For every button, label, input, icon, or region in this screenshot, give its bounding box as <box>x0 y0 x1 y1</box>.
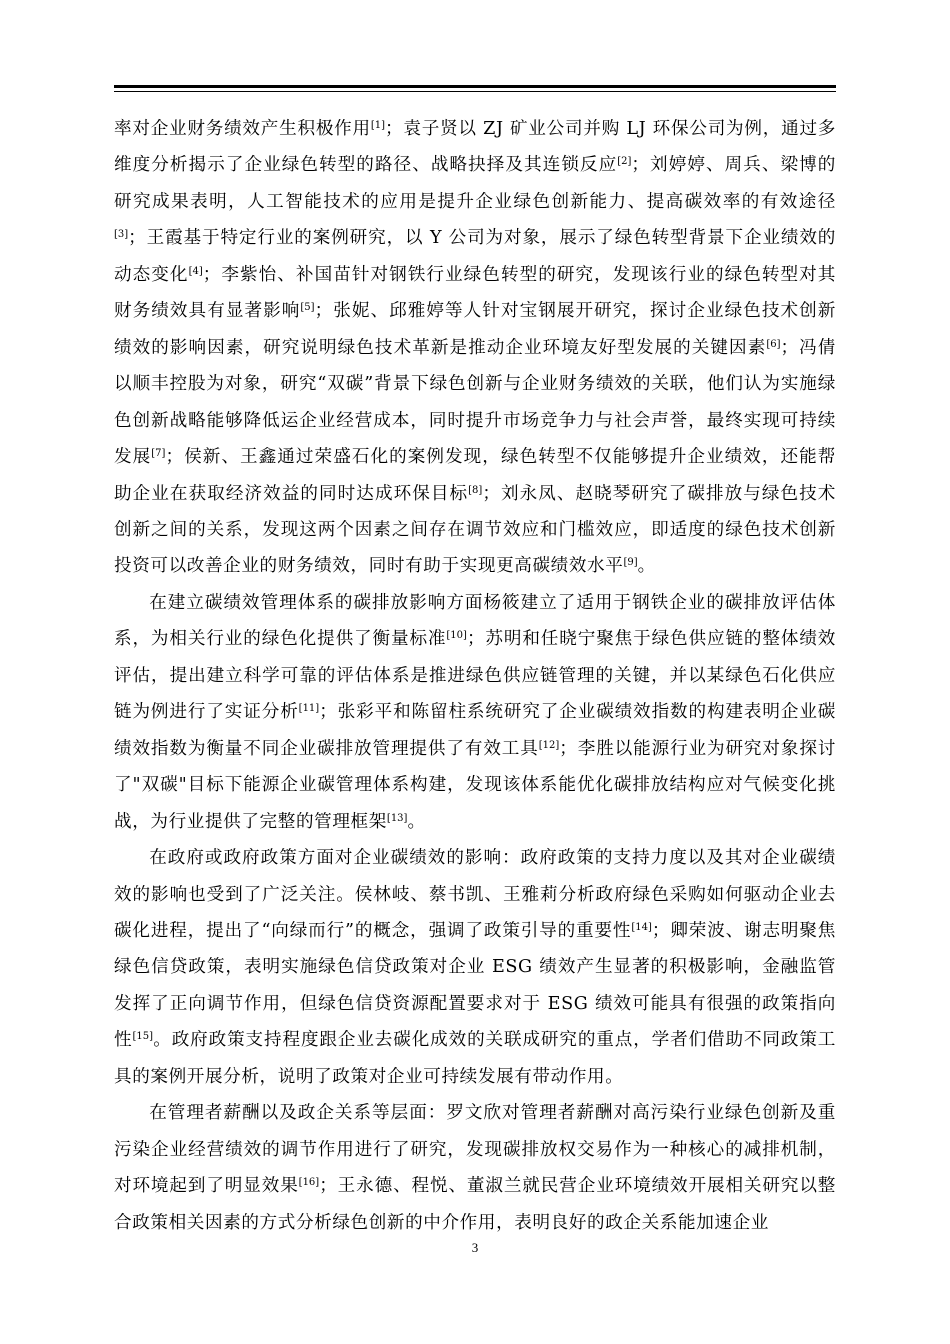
text-run: 率对企业财务绩效产生积极作用 <box>114 119 371 139</box>
citation-marker: [11] <box>298 703 320 715</box>
body-text <box>114 111 836 1241</box>
paragraph <box>114 585 836 840</box>
header-rule-thin <box>114 91 836 92</box>
text-run: 。 <box>407 811 426 832</box>
text-run: ；王永德、程悦、董淑兰就民营企业环境绩效开展相关研究以整合政策相关因素的方式分析绿色创新的中介作用，表明良好的政企关系能加速企业 <box>114 1176 836 1233</box>
citation-marker: [1] <box>370 120 386 131</box>
text-run: ；王霞基于特定行业的案例研究，以 Y 公司为对象，展示了绿色转型背景下企业绩效的动态变化 <box>114 228 836 285</box>
text-run: ；李胜以能源行业为研究对象探讨了"双碳"目标下能源企业碳管理体系构建，发现该体系能优化碳排放结构应对气候变化挑战，为行业提供了完整的管理框架 <box>114 738 836 832</box>
text-run: ；冯倩以顺丰控股为对象，研究“双碳”背景下绿色创新与企业财务绩效的关联，他们认为实施绿色创新战略能够降低运企业经营成本，同时提升市场竞争力与社会声誉，最终实现可持续发展 <box>114 337 836 468</box>
text-run: ；张妮、邱雅婷等人针对宝钢展开研究，探讨企业绿色技术创新绩效的影响因素，研究说明绿色技术革新是推动企业环境友好型发展的关键因素 <box>114 301 836 358</box>
citation-marker: [15] <box>132 1031 153 1043</box>
citation-marker: [13] <box>386 812 408 824</box>
text-run: ；刘永凤、赵晓琴研究了碳排放与绿色技术创新之间的关系，发现这两个因素之间存在调节效应和门槛效应，即适度的绿色技术创新投资可以改善企业的财务绩效，同时有助于实现更高碳绩效水平 <box>114 483 836 577</box>
citation-marker: [8] <box>468 484 483 496</box>
text-run: 。政府政策支持程度跟企业去碳化成效的关联成研究的重点，学者们借助不同政策工具的案例开展分析，说明了政策对企业可持续发展有带动作用。 <box>114 1030 836 1087</box>
page-number: 3 <box>471 1240 479 1255</box>
citation-marker: [5] <box>300 302 315 314</box>
citation-marker: [3] <box>114 229 129 241</box>
text-run: ；侯新、王鑫通过荣盛石化的案例发现，绿色转型不仅能够提升企业绩效，还能帮助企业在获取经济效益的同时达成环保目标 <box>114 447 836 504</box>
text-run: ；袁子贤以 ZJ 矿业公司并购 LJ 环保公司为例，通过多维度分析揭示了企业绿色转型的路径、战略抉择及其连锁反应 <box>114 119 836 176</box>
paragraph <box>114 1095 836 1241</box>
citation-marker: [6] <box>766 338 781 350</box>
citation-marker: [10] <box>446 630 467 642</box>
citation-marker: [9] <box>623 557 638 569</box>
text-run: ；李紫怡、补国苗针对钢铁行业绿色转型的研究，发现该行业的绿色转型对其财务绩效具有显著影响 <box>114 264 836 322</box>
text-run: ；刘婷婷、周兵、梁博的研究成果表明，人工智能技术的应用是提升企业绿色创新能力、提高碳效率的有效途径 <box>114 155 837 212</box>
citation-marker: [14] <box>631 921 652 933</box>
text-run: 在政府或政府政策方面对企业碳绩效的影响：政府政策的支持力度以及其对企业碳绩效的影响也受到了广泛关注。侯林岐、蔡书凯、王雅莉分析政府绿色采购如何驱动企业去碳化进程，提出了“向绿而行”的概念，强调了政策引导的重要性 <box>114 848 836 941</box>
citation-marker: [12] <box>538 739 560 751</box>
text-run: 在管理者薪酬以及政企关系等层面：罗文欣对管理者薪酬对高污染行业绿色创新及重污染企业经营绩效的调节作用进行了研究，发现碳排放权交易作为一种核心的减排机制，对环境起到了明显效果 <box>114 1103 836 1197</box>
citation-marker: [7] <box>151 448 166 460</box>
citation-marker: [16] <box>298 1177 320 1189</box>
text-run: ；张彩平和陈留柱系统研究了企业碳绩效指数的构建表明企业碳绩效指数为衡量不同企业碳排放管理提供了有效工具 <box>114 702 836 759</box>
text-run: 在建立碳绩效管理体系的碳排放影响方面杨筱建立了适用于钢铁企业的碳排放评估体系，为相关行业的绿色化提供了衡量标准 <box>114 592 836 650</box>
paragraph <box>114 111 836 585</box>
citation-marker: [2] <box>617 156 632 168</box>
paragraph <box>114 840 836 1095</box>
citation-marker: [4] <box>188 265 203 277</box>
header-rule-thick <box>114 85 836 88</box>
text-run: 。 <box>637 556 656 577</box>
text-run: ；卿荣波、谢志明聚焦绿色信贷政策，表明实施绿色信贷政策对企业 ESG 绩效产生显著的积极影响，金融监管发挥了正向调节作用，但绿色信贷资源配置要求对于 ESG 绩效可能具有很强的政策指向性 <box>114 920 836 1051</box>
text-run: ；苏明和任晓宁聚焦于绿色供应链的整体绩效评估，提出建立科学可靠的评估体系是推进绿色供应链管理的关键，并以某绿色石化供应链为例进行了实证分析 <box>114 629 836 723</box>
